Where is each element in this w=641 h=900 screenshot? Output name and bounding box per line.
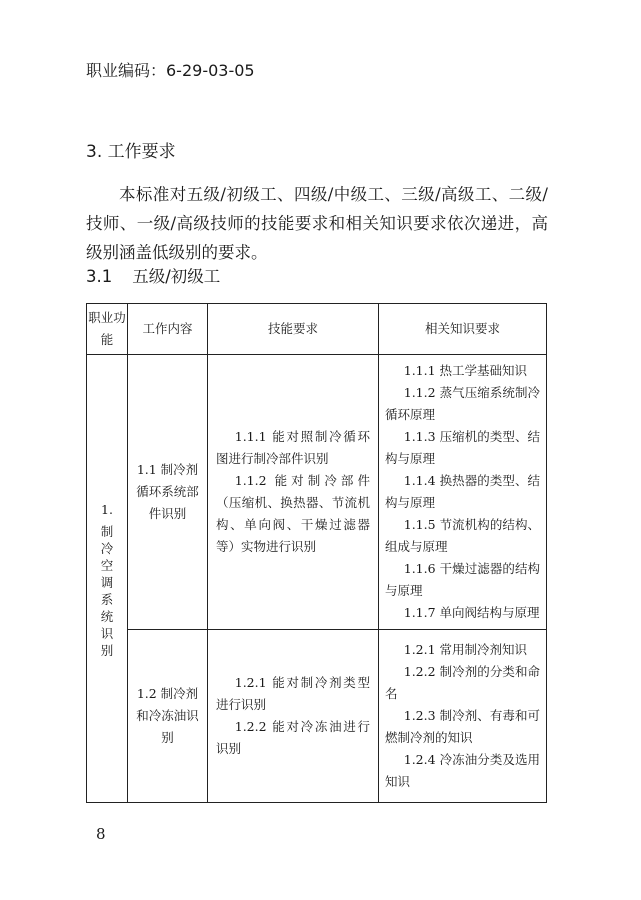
header-content: 工作内容 <box>128 304 208 355</box>
subsection-title <box>86 263 220 287</box>
knowledge-item: 1.1.1 热工学基础知识 <box>403 363 528 378</box>
function-cell <box>87 355 128 803</box>
knowledge-item: 1.2.2 制冷剂的分类和命名 <box>385 664 540 701</box>
skill-item: 1.1.1 能对照制冷循环图进行制冷部件识别 <box>216 429 370 466</box>
function-name: 制冷空调系统识别 <box>100 523 114 658</box>
requirements-table <box>86 303 547 803</box>
skills-cell <box>208 630 379 803</box>
knowledge-item: 1.1.6 干燥过滤器的结构与原理 <box>385 561 540 598</box>
intro-paragraph: 本标准对五级/初级工、四级/中级工、三级/高级工、二级/技师、一级/高级技师的技能要求和相关知识要求依次递进，高级别涵盖低级别的要求。 <box>86 185 548 262</box>
knowledge-cell <box>379 355 547 630</box>
subsection-name: 五级/初级工 <box>132 267 221 286</box>
table-row <box>87 355 547 630</box>
page-number: 8 <box>96 825 106 843</box>
knowledge-item: 1.1.5 节流机构的结构、组成与原理 <box>385 517 540 554</box>
subsection-number: 3.1 <box>86 267 113 286</box>
skill-item: 1.1.2 能对制冷部件（压缩机、换热器、节流机构、单向阀、干燥过滤器等）实物进行识别 <box>216 473 370 554</box>
knowledge-item: 1.1.2 蒸气压缩系统制冷循环原理 <box>385 385 540 422</box>
table-header-row <box>87 304 547 355</box>
knowledge-cell <box>379 630 547 803</box>
knowledge-item: 1.1.4 换热器的类型、结构与原理 <box>385 473 540 510</box>
knowledge-item: 1.1.7 单向阀结构与原理 <box>403 605 540 620</box>
skill-item: 1.2.2 能对冷冻油进行识别 <box>216 719 370 756</box>
header-function: 职业功能 <box>87 304 128 355</box>
occupation-code: 职业编码：6-29-03-05 <box>86 61 255 80</box>
skills-cell <box>208 355 379 630</box>
knowledge-item: 1.2.4 冷冻油分类及选用知识 <box>385 752 540 789</box>
content-cell: 1.2 制冷剂和冷冻油识别 <box>128 630 208 803</box>
knowledge-item: 1.2.1 常用制冷剂知识 <box>403 642 528 657</box>
function-number: 1. <box>101 501 113 517</box>
knowledge-item: 1.1.3 压缩机的类型、结构与原理 <box>385 429 540 466</box>
section-title: 3. 工作要求 <box>86 142 176 162</box>
skill-item: 1.2.1 能对制冷剂类型进行识别 <box>216 675 370 712</box>
header-knowledge: 相关知识要求 <box>379 304 547 355</box>
content-cell: 1.1 制冷剂循环系统部件识别 <box>128 355 208 630</box>
table-row <box>87 630 547 803</box>
header-skills: 技能要求 <box>208 304 379 355</box>
knowledge-item: 1.2.3 制冷剂、有毒和可燃制冷剂的知识 <box>385 708 540 745</box>
